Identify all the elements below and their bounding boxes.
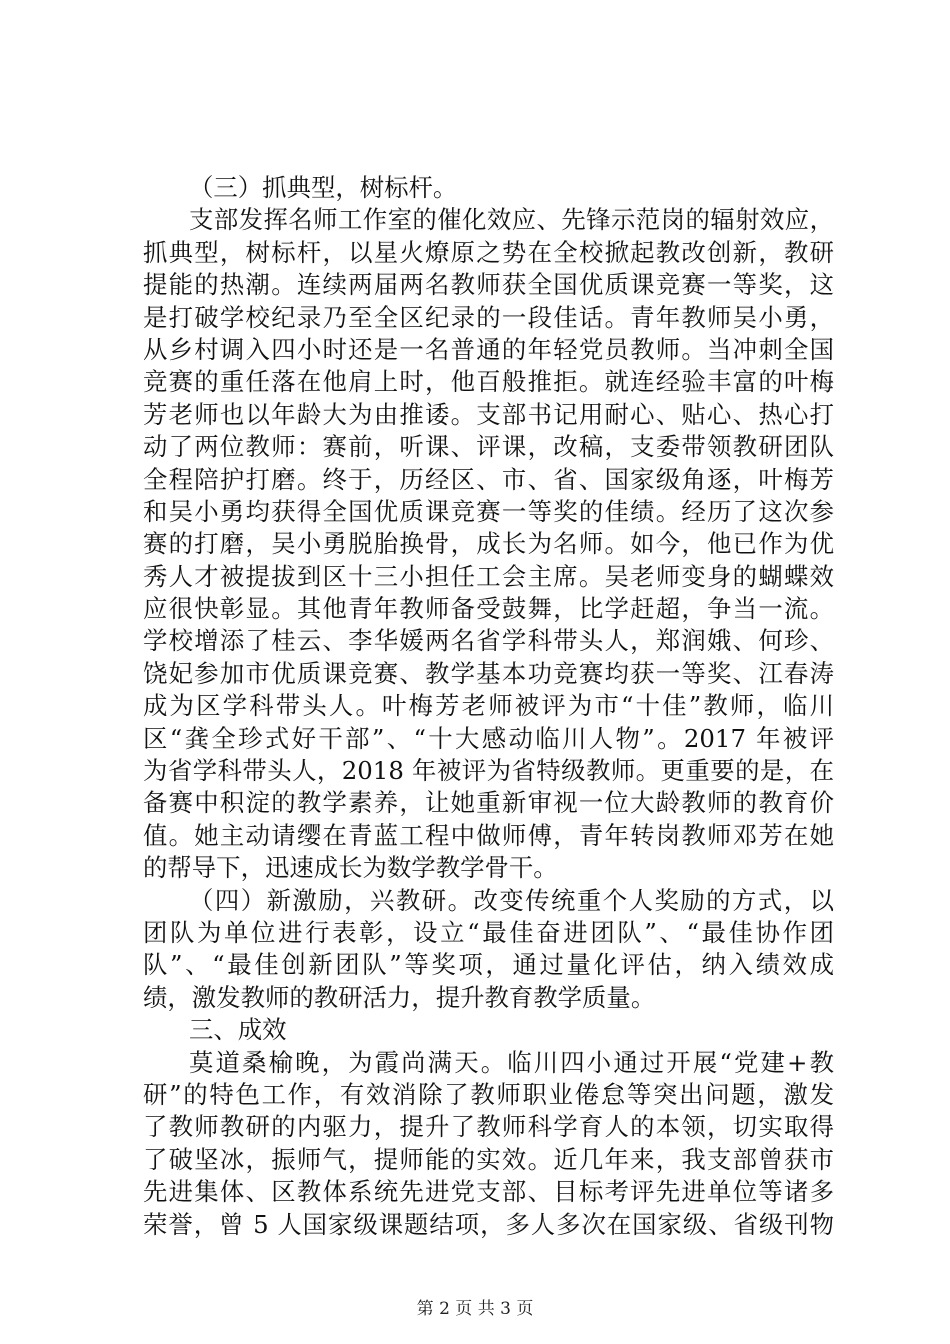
paragraph-line: 抓典型，树标杆，以星火燎原之势在全校掀起教改创新，教研 bbox=[143, 237, 834, 267]
section-heading-results: 三、成效 bbox=[189, 1015, 287, 1045]
paragraph-line: 秀人才被提拔到区十三小担任工会主席。吴老师变身的蝴蝶效 bbox=[143, 561, 834, 591]
paragraph-line: 提能的热潮。连续两届两名教师获全国优质课竞赛一等奖，这 bbox=[143, 270, 834, 300]
paragraph-line: （四）新激励，兴教研。改变传统重个人奖励的方式，以 bbox=[189, 885, 834, 915]
paragraph-line: 区“龚全珍式好干部”、“十大感动临川人物”。2017 年被评 bbox=[143, 723, 834, 753]
paragraph-line: 绩，激发教师的教研活力，提升教育教学质量。 bbox=[143, 982, 656, 1012]
paragraph-line: 是打破学校纪录乃至全区纪录的一段佳话。青年教师吴小勇， bbox=[143, 302, 834, 332]
paragraph-line: 成为区学科带头人。叶梅芳老师被评为市“十佳”教师，临川 bbox=[143, 691, 834, 721]
paragraph-line: 为省学科带头人，2018 年被评为省特级教师。更重要的是，在 bbox=[143, 756, 834, 786]
paragraph-line: 备赛中积淀的教学素养，让她重新审视一位大龄教师的教育价 bbox=[143, 788, 834, 818]
paragraph-line: 饶妃参加市优质课竞赛、教学基本功竞赛均获一等奖、江春涛 bbox=[143, 658, 834, 688]
paragraph-line: 和吴小勇均获得全国优质课竞赛一等奖的佳绩。经历了这次参 bbox=[143, 496, 834, 526]
paragraph-line: 团队为单位进行表彰，设立“最佳奋进团队”、“最佳协作团 bbox=[143, 917, 834, 947]
paragraph-line: 先进集体、区教体系统先进党支部、目标考评先进单位等诸多 bbox=[143, 1177, 834, 1207]
paragraph-line: 赛的打磨，吴小勇脱胎换骨，成长为名师。如今，他已作为优 bbox=[143, 529, 834, 559]
document-body bbox=[143, 172, 834, 1241]
paragraph-line: 全程陪护打磨。终于，历经区、市、省、国家级角逐，叶梅芳 bbox=[143, 464, 834, 494]
paragraph-line: 队”、“最佳创新团队”等奖项，通过量化评估，纳入绩效成 bbox=[143, 950, 834, 980]
page-footer: 第 2 页 共 3 页 bbox=[416, 1299, 534, 1319]
paragraph-line: 应很快彰显。其他青年教师备受鼓舞，比学赶超，争当一流。 bbox=[143, 594, 834, 624]
paragraph-line: 了破坚冰，振师气，提师能的实效。近几年来，我支部曾获市 bbox=[143, 1144, 834, 1174]
paragraph-line: 荣誉，曾 5 人国家级课题结项，多人多次在国家级、省级刊物 bbox=[143, 1209, 834, 1239]
section-heading-3: （三）抓典型，树标杆。 bbox=[189, 173, 458, 202]
paragraph-line: 从乡村调入四小时还是一名普通的年轻党员教师。当冲刺全国 bbox=[143, 334, 834, 364]
paragraph-line: 莫道桑榆晚，为霞尚满天。临川四小通过开展“党建+教 bbox=[189, 1047, 834, 1077]
paragraph-line: 动了两位教师：赛前，听课、评课，改稿，支委带领教研团队 bbox=[143, 432, 834, 462]
paragraph-line: 了教师教研的内驱力，提升了教师科学育人的本领，切实取得 bbox=[143, 1112, 834, 1142]
paragraph-line: 竞赛的重任落在他肩上时，他百般推拒。就连经验丰富的叶梅 bbox=[143, 367, 834, 397]
paragraph-line: 支部发挥名师工作室的催化效应、先锋示范岗的辐射效应， bbox=[189, 205, 834, 235]
paragraph-line: 的帮导下，迅速成长为数学教学骨干。 bbox=[143, 853, 558, 883]
paragraph-line: 学校增添了桂云、李华媛两名省学科带头人，郑润娥、何珍、 bbox=[143, 626, 834, 656]
paragraph-line: 芳老师也以年龄大为由推诿。支部书记用耐心、贴心、热心打 bbox=[143, 399, 834, 429]
paragraph-line: 值。她主动请缨在青蓝工程中做师傅，青年转岗教师邓芳在她 bbox=[143, 820, 834, 850]
paragraph-line: 研”的特色工作，有效消除了教师职业倦怠等突出问题，激发 bbox=[143, 1079, 834, 1109]
